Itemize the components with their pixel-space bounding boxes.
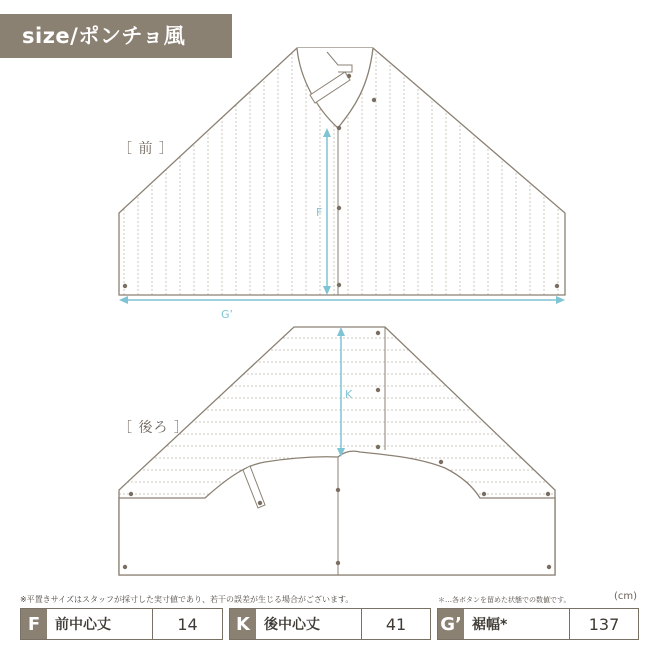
button <box>547 565 551 569</box>
button <box>372 98 376 102</box>
k-dimension-label: K <box>345 388 353 401</box>
size-code: K <box>230 609 256 639</box>
front-view-label: ［ 前 ］ <box>118 141 174 157</box>
button <box>129 492 133 496</box>
back-view-label: ［ 後ろ ］ <box>118 420 189 436</box>
unit-label: (cm) <box>614 591 638 602</box>
button <box>336 561 340 565</box>
g-dimension-label: G’ <box>221 308 234 321</box>
button <box>555 284 559 288</box>
button <box>376 331 380 335</box>
button <box>439 460 443 464</box>
measurement-note: ※平置きサイズはスタッフが採寸した実寸値であり、若干の誤差が生じる場合がございます。 <box>20 595 354 604</box>
size-code: G’ <box>438 609 464 639</box>
page-title: size/ポンチョ風 <box>0 14 232 58</box>
button-note: ＊…各ボタンを留めた状態での数値です。 <box>438 596 571 604</box>
button <box>347 74 351 78</box>
size-value: 14 <box>177 614 198 634</box>
size-name: 後中心丈 <box>256 609 362 639</box>
button <box>376 388 380 392</box>
button <box>337 283 341 287</box>
size-value: 137 <box>588 614 620 634</box>
button <box>337 126 341 130</box>
k-measure-arrow <box>337 327 345 457</box>
back-piece <box>115 327 560 575</box>
button <box>123 565 127 569</box>
front-piece <box>119 45 565 321</box>
size-name: 前中心丈 <box>47 609 153 639</box>
size-value: 41 <box>385 614 407 634</box>
button <box>546 492 550 496</box>
button <box>336 488 340 492</box>
button <box>482 492 486 496</box>
size-name: 裾幅* <box>464 609 570 639</box>
f-measure-arrow <box>323 128 331 295</box>
size-cell-hem-width <box>437 608 639 640</box>
button <box>337 206 341 210</box>
size-cell-back-length <box>229 608 431 640</box>
size-cell-front-length <box>20 608 223 640</box>
button <box>258 501 262 505</box>
f-dimension-label: F <box>316 206 323 219</box>
size-code: F <box>21 609 47 639</box>
button <box>376 445 380 449</box>
button <box>123 284 127 288</box>
g-measure-arrow <box>119 296 565 304</box>
